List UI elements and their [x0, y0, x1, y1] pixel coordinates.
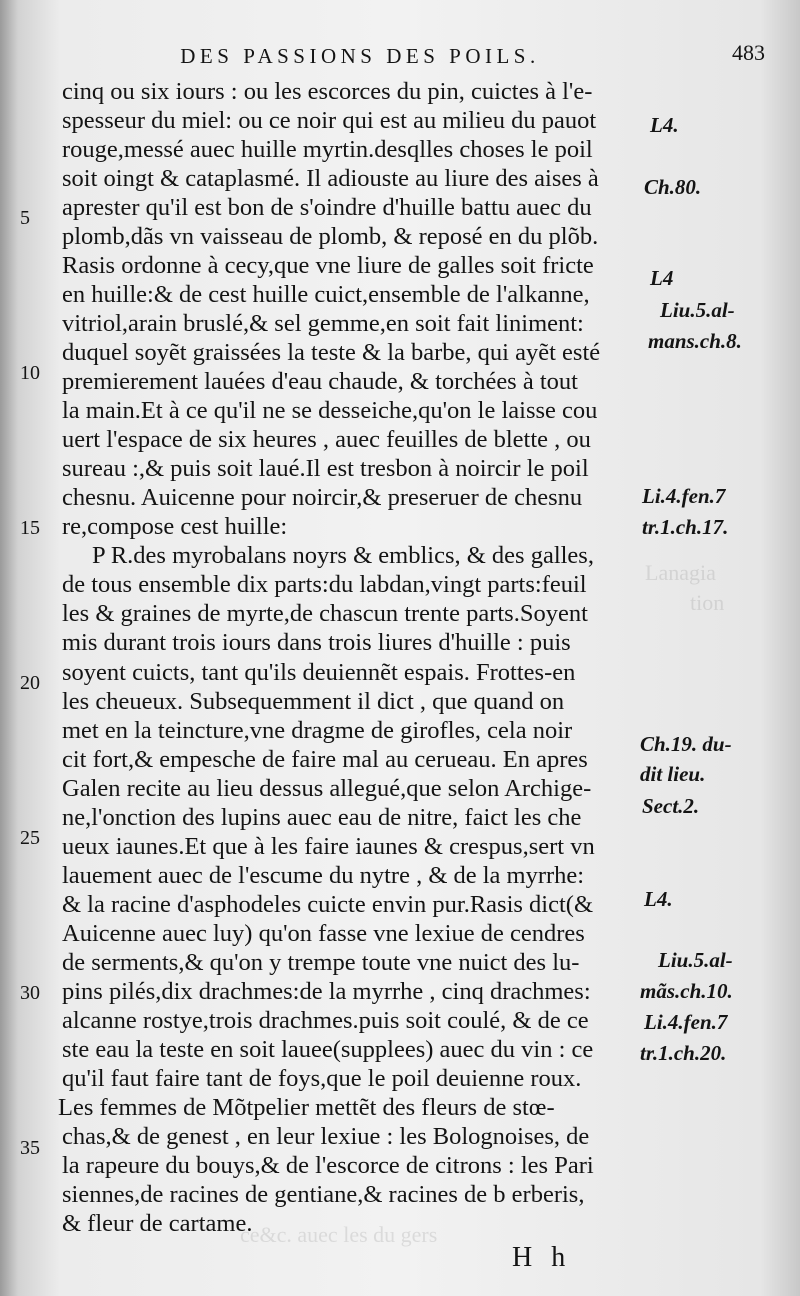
margin-note: L4. [650, 113, 679, 137]
text-line: ste eau la teste en soit lauee(supplees) auec du vin : ce [62, 1035, 594, 1063]
margin-note: Liu.5.al- [658, 948, 733, 972]
signature-mark: H h [512, 1242, 572, 1273]
text-line: rouge,messé auec huille myrtin.desqlles choses le poil [62, 136, 593, 164]
margin-note: mãs.ch.10. [640, 979, 733, 1003]
text-line: premierement lauées d'eau chaude, & torchées à tout [62, 368, 578, 396]
line-number: 15 [20, 517, 40, 539]
show-through-text: ce&c. auec les du gers [240, 1222, 438, 1247]
text-line: chas,& de genest , en leur lexiue : les Bolognoises, de [62, 1122, 590, 1150]
text-line: de tous ensemble dix parts:du labdan,vingt parts:feuil [62, 571, 587, 599]
show-through-text: Lanagia [645, 560, 716, 585]
show-through-text: tion [690, 590, 725, 615]
text-line: lauement auec de l'escume du nytre , & de la myrrhe: [62, 861, 585, 889]
margin-note: Sect.2. [642, 794, 700, 818]
text-line: la main.Et à ce qu'il ne se desseiche,qu'on le laisse cou [62, 397, 598, 425]
margin-note: L4 [650, 266, 674, 290]
page-number: 483 [732, 40, 765, 65]
text-line: re,compose cest huille: [62, 513, 288, 541]
line-number: 30 [20, 982, 40, 1004]
running-title: DES PASSIONS DES POILS. [180, 44, 540, 68]
margin-note: Li.4.fen.7 [644, 1010, 728, 1034]
text-line: cinq ou six iours : ou les escorces du pin, cuictes à l'e- [62, 78, 593, 105]
text-line: siennes,de racines de gentiane,& racines de b erberis, [62, 1180, 585, 1208]
text-line: & fleur de cartame. [62, 1210, 253, 1237]
text-line: de serments,& qu'on y trempe toute vne nuict des lu- [62, 948, 580, 976]
margin-note: tr.1.ch.20. [640, 1041, 727, 1065]
text-line: ne,l'onction des lupins auec eau de nitre, faict les che [62, 803, 582, 831]
text-line: alcanne rostye,trois drachmes.puis soit coulé, & de ce [62, 1006, 589, 1034]
line-number: 20 [20, 672, 40, 694]
margin-note: mans.ch.8. [648, 329, 742, 353]
text-line: uert l'espace de six heures , auec feuilles de blette , ou [62, 426, 591, 454]
text-line: plomb,dãs vn vaisseau de plomb, & reposé en du plõb. [62, 223, 599, 251]
text-line: & la racine d'asphodeles cuicte envin pur.Rasis dict(& [62, 890, 594, 918]
text-line: qu'il faut faire tant de foys,que le poil deuienne roux. [62, 1064, 582, 1092]
margin-note: Li.4.fen.7 [642, 484, 726, 508]
line-number: 10 [20, 362, 40, 384]
margin-note: tr.1.ch.17. [642, 515, 729, 539]
text-line: duquel soyẽt graissées la teste & la barbe, qui ayẽt esté [62, 339, 601, 367]
margin-note: Ch.19. du- [640, 732, 732, 756]
margin-note: Liu.5.al- [660, 298, 735, 322]
text-line: Auicenne auec luy) qu'on fasse vne lexiue de cendres [62, 919, 585, 947]
text-line: P R.des myrobalans noyrs & emblics, & des galles, [92, 542, 594, 570]
text-line: sureau :,& puis soit laué.Il est tresbon à noircir le poil [62, 455, 589, 483]
text-line: ueux iaunes.Et que à les faire iaunes & crespus,sert vn [62, 832, 595, 860]
text-line: vitriol,arain bruslé,& sel gemme,en soit fait liniment: [62, 310, 584, 338]
text-line: soit oingt & cataplasmé. Il adiouste au liure des aises à [62, 165, 599, 193]
text-line: les cheueux. Subsequemment il dict , que quand on [62, 687, 565, 715]
text-line: la rapeure du bouys,& de l'escorce de citrons : les Pari [62, 1151, 594, 1179]
text-line: les & graines de myrte,de chascun trente parts.Soyent [62, 600, 588, 628]
text-line: mis durant trois iours dans trois liures d'huille : puis [62, 629, 571, 657]
text-line: Les femmes de Mõtpelier mettẽt des fleurs de stœ- [58, 1093, 555, 1121]
line-number: 25 [20, 827, 40, 849]
margin-note: L4. [644, 887, 673, 911]
line-number: 5 [20, 207, 30, 229]
text-line: en huille:& de cest huille cuict,ensemble de l'alkanne, [62, 281, 590, 309]
margin-note: dit lieu. [640, 762, 706, 786]
text-line: cit fort,& empesche de faire mal au cerueau. En apres [62, 745, 588, 773]
text-line: chesnu. Auicenne pour noircir,& preseruer de chesnu [62, 484, 583, 512]
text-line: pins pilés,dix drachmes:de la myrrhe , cinq drachmes: [62, 977, 591, 1005]
margin-note: Ch.80. [644, 175, 702, 199]
text-line: met en la teincture,vne dragme de girofles, cela noir [62, 716, 573, 744]
text-line: Rasis ordonne à cecy,que vne liure de galles soit fricte [62, 252, 594, 280]
text-line: aprester qu'il est bon de s'oindre d'huille battu auec du [62, 194, 592, 222]
line-number: 35 [20, 1137, 40, 1159]
text-line: Galen recite au lieu dessus allegué,que selon Archige- [62, 774, 592, 802]
text-line: spesseur du miel: ou ce noir qui est au milieu du pauot [62, 107, 597, 135]
text-line: soyent cuicts, tant qu'ils deuiennẽt espais. Frottes-en [62, 658, 576, 686]
